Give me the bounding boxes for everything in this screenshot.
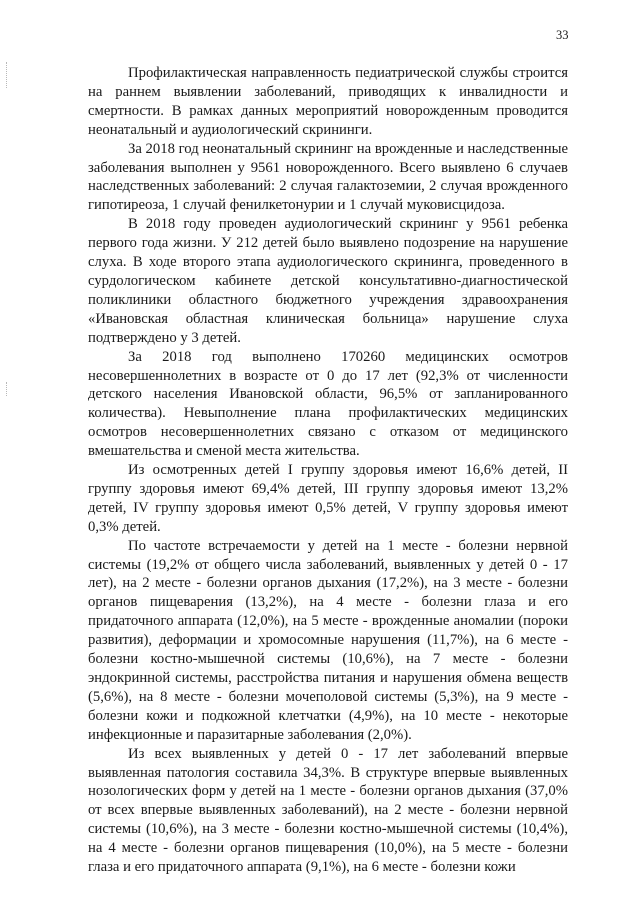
- paragraph-audiological-screening: В 2018 году проведен аудиологический скрининг у 9561 ребенка первого года жизни. У 212 детей было выявлено подозрение на нарушение слуха. В ходе второго этапа аудиологического скрининга, проведенного в сурдологическом кабинете детской консультативно-диагностической поликлиники областного бюджетного учреждения здравоохранения «Ивановская областная клиническая больница» нарушение слуха подтверждено у 3 детей.: [88, 216, 568, 346]
- paragraph-screening-intro: Профилактическая направленность педиатрической службы строится на раннем выявлении заболеваний, приводящих к инвалидности и смертности. В рамках данных мероприятий новорожденным проводится неонатальный и аудиологический скрининги.: [88, 65, 568, 138]
- scan-margin-mark-middle: [6, 382, 11, 396]
- document-body: [88, 64, 568, 877]
- paragraph-health-groups: Из осмотренных детей I группу здоровья имеют 16,6% детей, II группу здоровья имеют 69,4% детей, III группу здоровья имеют 13,2% детей, IV группу здоровья имеют 0,5% детей, V группу здоровья имеют 0,3% детей.: [88, 462, 568, 535]
- paragraph-newly-detected: Из всех выявленных у детей 0 - 17 лет заболеваний впервые выявленная патология составила 34,3%. В структуре впервые выявленных нозологических форм у детей на 1 месте - болезни органов дыхания (37,0% от всех впервые выявленных заболеваний), на 2 месте - болезни нервной системы (10,6%), на 3 месте - болезни костно-мышечной системы (10,4%), на 4 месте - болезни органов пищеварения (10,0%), на 5 месте - болезни глаза и его придаточного аппарата (9,1%), на 6 месте - болезни кожи: [88, 745, 568, 876]
- page-number: 33: [556, 28, 569, 42]
- scan-margin-mark-top: [6, 62, 11, 88]
- paragraph-neonatal-screening: За 2018 год неонатальный скрининг на врожденные и наследственные заболевания выполнен у 9561 новорожденного. Всего выявлено 6 случаев наследственных заболеваний: 2 случая галактоземии, 2 случая врожденного гипотиреоза, 1 случай фенилкетонурии и 1 случай муковисцидоза.: [88, 140, 568, 214]
- paragraph-disease-frequency: По частоте встречаемости у детей на 1 месте - болезни нервной системы (19,2% от общего числа заболеваний, выявленных у детей 0 - 17 лет), на 2 месте - болезни органов дыхания (17,2%), на 3 месте - болезни органов пищеварения (13,2%), на 4 месте - болезни глаза и его придаточного аппарата (12,0%), на 5 месте - врожденные аномалии (пороки развития), деформации и хромосомные нарушения (11,7%), на 6 месте - болезни костно-мышечной системы (10,6%), на 7 месте - болезни эндокринной системы, расстройства питания и нарушения обмена веществ (5,6%), на 8 месте - болезни мочеполовой системы (5,3%), на 9 месте - болезни кожи и подкожной клетчатки (4,9%), на 10 месте - некоторые инфекционные и паразитарные заболевания (2,0%).: [88, 537, 568, 743]
- paragraph-medical-examinations: За 2018 год выполнено 170260 медицинских осмотров несовершеннолетних в возрасте от 0 до 17 лет (92,3% от численности детского населения Ивановской области, 96,5% от запланированного количества). Невыполнение плана профилактических медицинских осмотров несовершеннолетних связано с отказом от медицинского вмешательства и сменой места жительства.: [88, 348, 568, 460]
